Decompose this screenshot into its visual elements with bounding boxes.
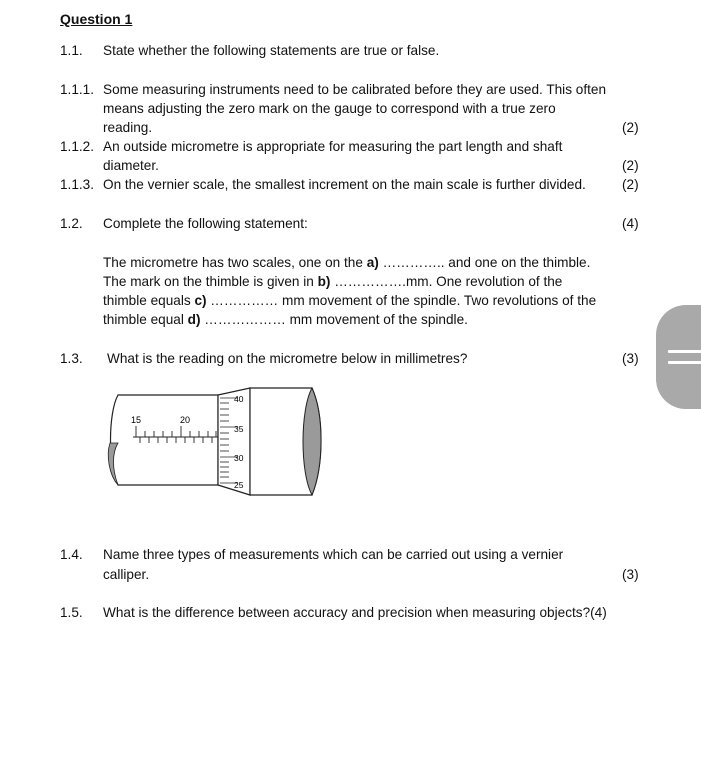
thimble-label-30: 30 <box>234 453 244 463</box>
q1-1-3-marks: (2) <box>622 177 639 192</box>
micrometer-diagram <box>100 385 330 501</box>
scroll-handle[interactable] <box>656 305 701 409</box>
q1-2-statement-line1: The micrometre has two scales, one on the a) ………….. and one on the thimble. <box>103 255 591 270</box>
q1-1-number: 1.1. <box>60 43 83 58</box>
q1-1-2-number: 1.1.2. <box>60 139 95 154</box>
thimble-label-40: 40 <box>234 394 244 404</box>
thimble-bevel <box>218 388 250 495</box>
q1-5-text: What is the difference between accuracy and precision when measuring objects?(4) <box>103 605 607 620</box>
q1-1-3-line1: On the vernier scale, the smallest increment on the main scale is further divided. <box>103 177 586 192</box>
q1-3-marks: (3) <box>622 351 639 366</box>
q1-4-line2: calliper. <box>103 567 150 582</box>
q1-1-1-number: 1.1.1. <box>60 82 95 97</box>
q1-1-text: State whether the following statements are true or false. <box>103 43 440 58</box>
question-heading: Question 1 <box>60 11 133 27</box>
thimble-label-25: 25 <box>234 480 244 490</box>
q1-5-number: 1.5. <box>60 605 83 620</box>
sleeve-label-20: 20 <box>179 415 191 425</box>
q1-2-statement-line4: thimble equal d) ……………… mm movement of the spindle. <box>103 312 468 327</box>
q1-1-2-line2: diameter. <box>103 158 159 173</box>
q1-1-1-line1: Some measuring instruments need to be calibrated before they are used. This often <box>103 82 607 97</box>
q1-3-text: What is the reading on the micrometre below in millimetres? <box>107 351 468 366</box>
sleeve-label-15: 15 <box>130 415 142 425</box>
handle-grip-line <box>668 350 701 353</box>
q1-2-statement-line2: The mark on the thimble is given in b) …………….mm. One revolution of the <box>103 274 563 289</box>
sleeve-body <box>111 395 219 485</box>
q1-1-1-line2: means adjusting the zero mark on the gauge to correspond with a true zero <box>103 101 556 116</box>
q1-4-marks: (3) <box>622 567 639 582</box>
q1-2-number: 1.2. <box>60 216 83 231</box>
q1-1-2-marks: (2) <box>622 158 639 173</box>
q1-2-text: Complete the following statement: <box>103 216 308 231</box>
q1-1-3-number: 1.1.3. <box>60 177 95 192</box>
q1-2-statement-line3: thimble equals c) …………… mm movement of the spindle. Two revolutions of the <box>103 293 597 308</box>
handle-grip-line <box>668 361 701 364</box>
thimble-label-35: 35 <box>234 424 244 434</box>
q1-1-1-line3: reading. <box>103 120 153 135</box>
q1-3-number: 1.3. <box>60 351 83 366</box>
q1-4-line1: Name three types of measurements which can be carried out using a vernier <box>103 547 564 562</box>
q1-1-2-line1: An outside micrometre is appropriate for measuring the part length and shaft <box>103 139 563 154</box>
q1-4-number: 1.4. <box>60 547 83 562</box>
q1-1-1-marks: (2) <box>622 120 639 135</box>
q1-2-marks: (4) <box>622 216 639 231</box>
